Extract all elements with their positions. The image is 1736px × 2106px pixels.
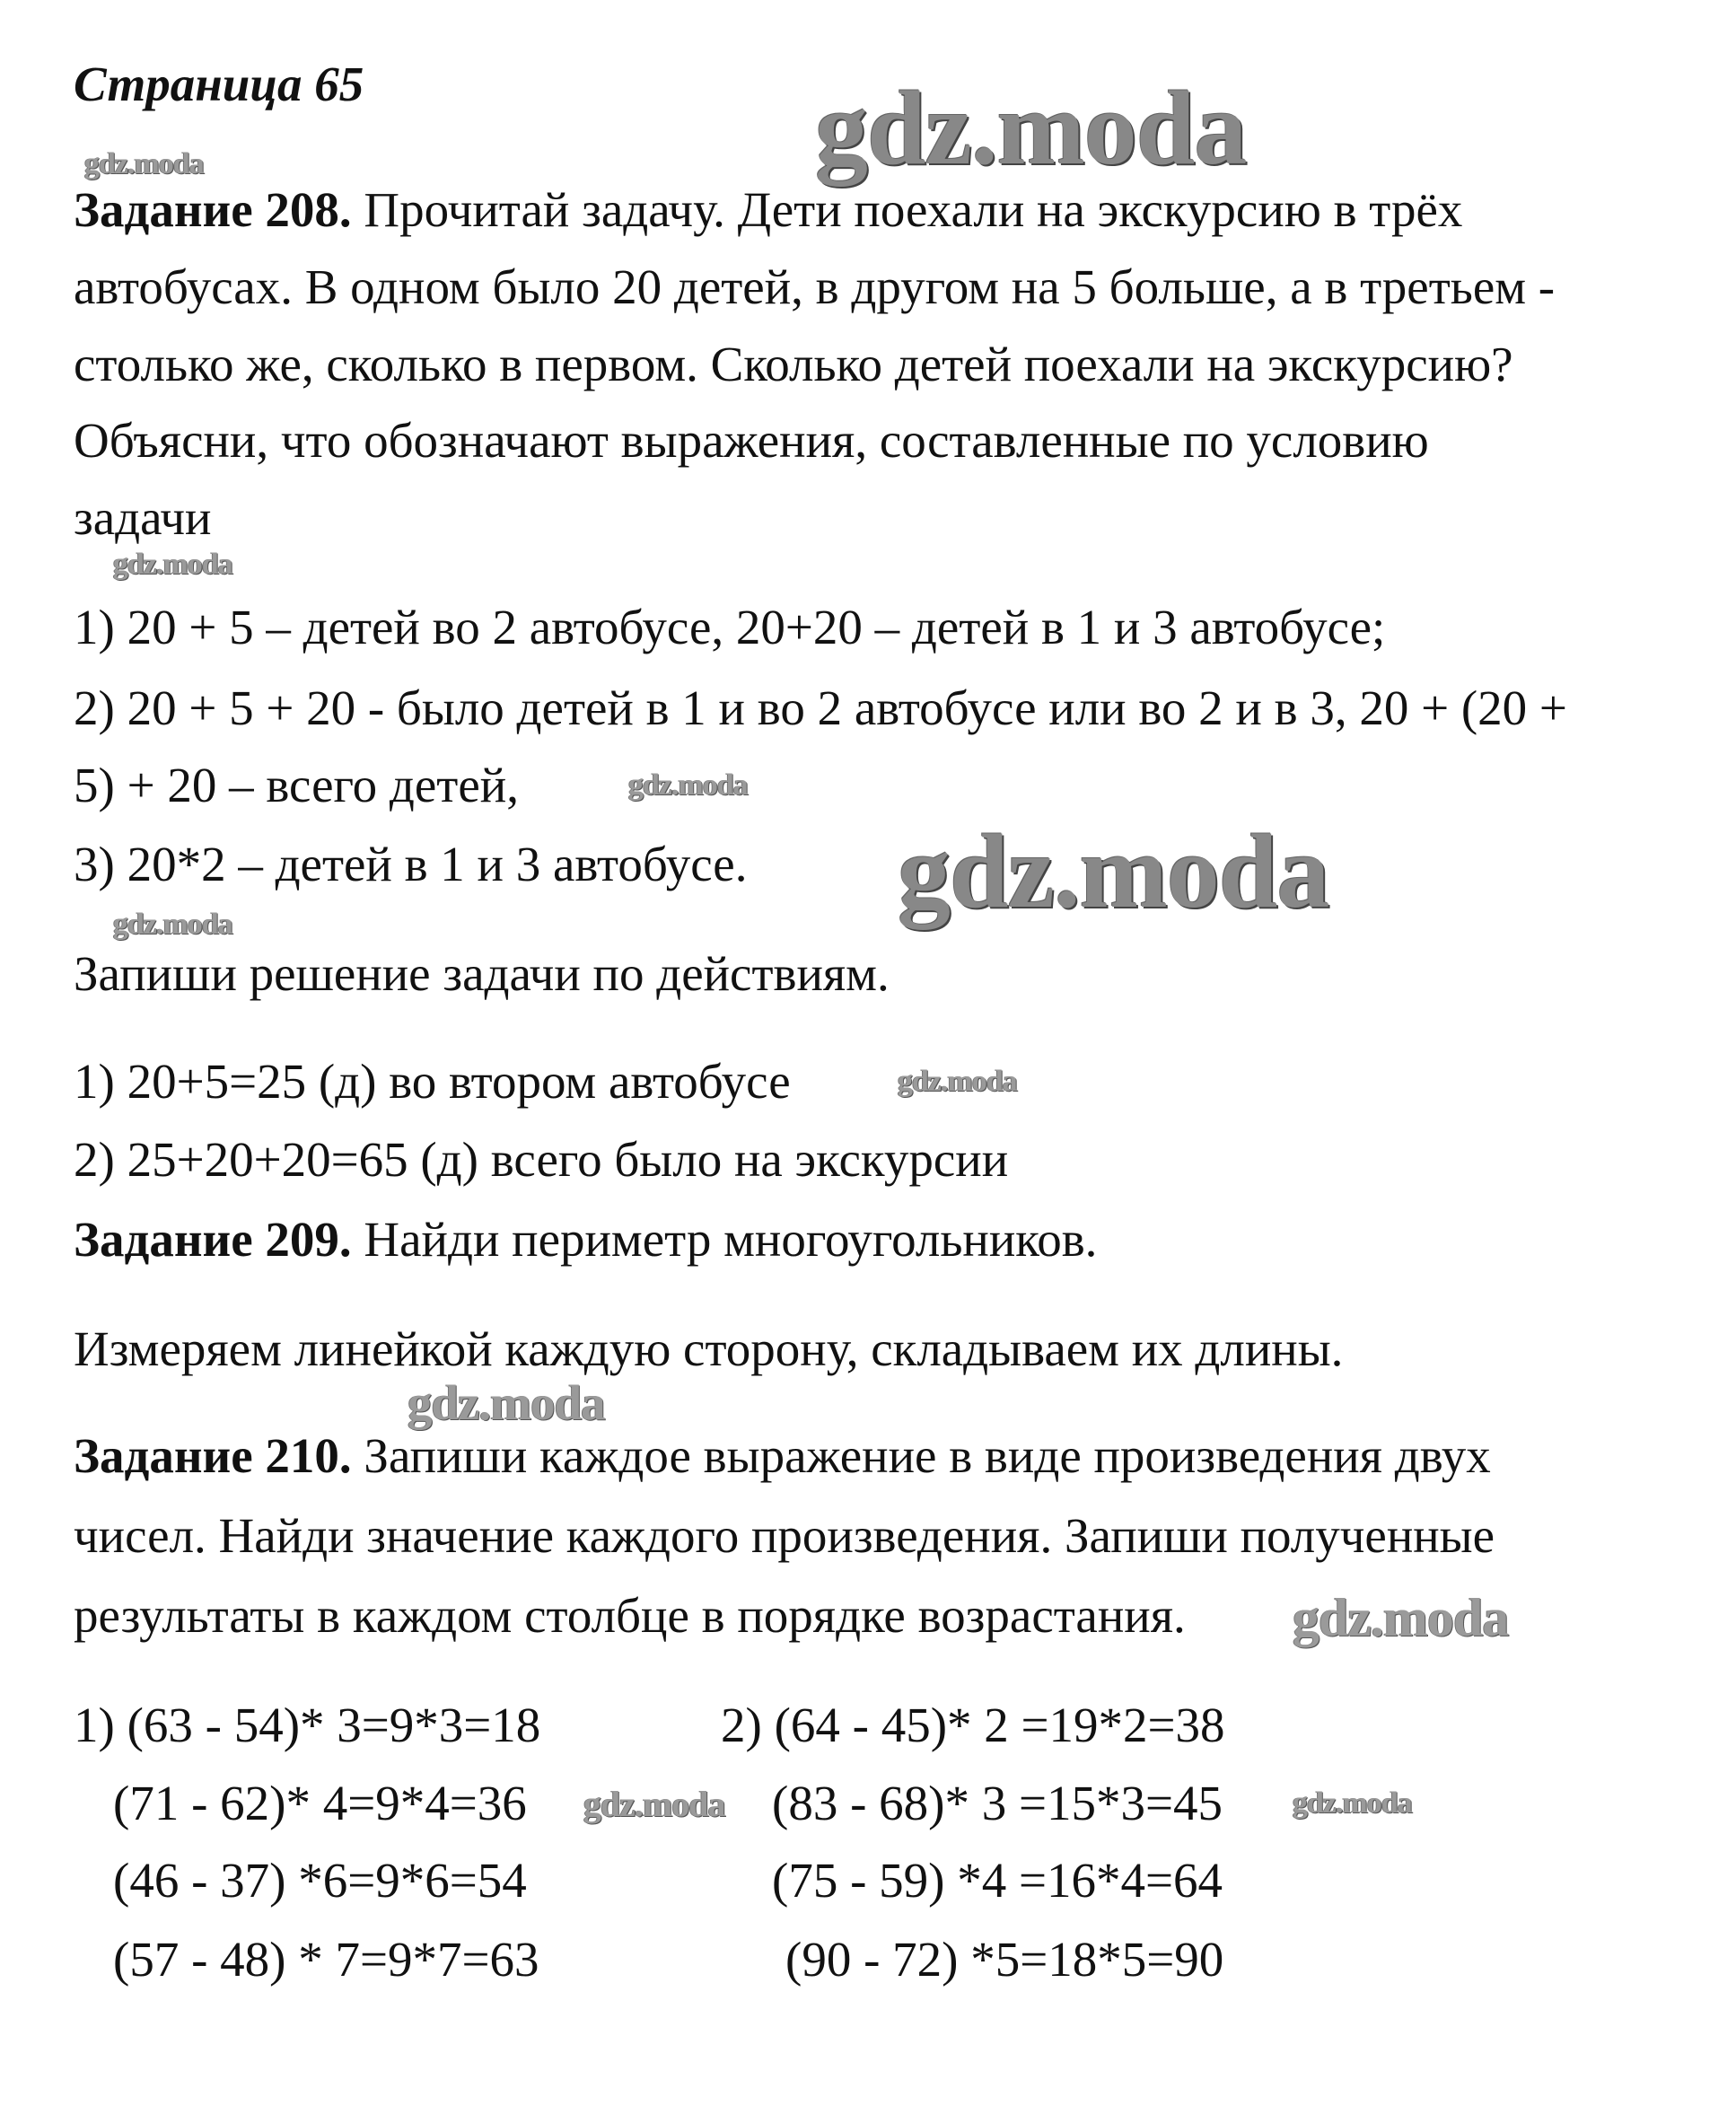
answer-line: 2) 20 + 5 + 20 - было детей в 1 и во 2 автобусе или во 2 и в 3, 20 + (20 + [74, 680, 1567, 735]
task-text: Прочитай задачу. Дети поехали на экскурсию в трёх [351, 182, 1463, 237]
expression-col1: 1) (63 - 54)* 3=9*3=18 [74, 1698, 541, 1752]
task-208-heading [74, 183, 1462, 237]
answer-line: 3) 20*2 – детей в 1 и 3 автобусе. [74, 837, 748, 891]
task-label: Задание 210. [74, 1428, 352, 1483]
watermark-logo: gdz.moda [408, 1375, 605, 1430]
task-text: Найди периметр многоугольников. [351, 1212, 1098, 1267]
task-text-line: чисел. Найди значение каждого произведения. Запиши полученные [74, 1508, 1495, 1563]
answer-line: 1) 20 + 5 – детей во 2 автобусе, 20+20 – детей в 1 и 3 автобусе; [74, 600, 1386, 654]
task-text-line: результаты в каждом столбце в порядке возрастания. [74, 1588, 1186, 1643]
task-label: Задание 209. [74, 1212, 352, 1267]
page-title: Страница 65 [74, 57, 364, 111]
watermark-logo: gdz.moda [628, 768, 748, 802]
expression-col1: (57 - 48) * 7=9*7=63 [113, 1932, 539, 1987]
solution-step: 2) 25+20+20=65 (д) всего было на экскурсии [74, 1132, 1009, 1187]
answer-line: Измеряем линейкой каждую сторону, складываем их длины. [74, 1321, 1344, 1376]
expression-col2: (83 - 68)* 3 =15*3=45 [772, 1776, 1223, 1830]
expression-col2: (90 - 72) *5=18*5=90 [785, 1932, 1224, 1987]
expression-col1: (46 - 37) *6=9*6=54 [113, 1853, 527, 1908]
watermark-logo: gdz.moda [898, 812, 1329, 930]
answer-line: 5) + 20 – всего детей, [74, 758, 519, 812]
watermark-logo: gdz.moda [815, 69, 1247, 187]
task-209-heading [74, 1213, 1097, 1267]
task-text-line: автобусах. В одном было 20 детей, в другом на 5 больше, а в третьем - [74, 259, 1556, 314]
task-text-line: столько же, сколько в первом. Сколько детей поехали на экскурсию? [74, 337, 1513, 391]
task-text-line: Объясни, что обозначают выражения, составленные по условию [74, 413, 1429, 468]
watermark-logo: gdz.moda [583, 1784, 725, 1824]
expression-col1: (71 - 62)* 4=9*4=36 [113, 1776, 527, 1830]
expression-col2: 2) (64 - 45)* 2 =19*2=38 [721, 1698, 1225, 1752]
watermark-logo: gdz.moda [113, 908, 232, 941]
watermark-logo: gdz.moda [898, 1065, 1017, 1098]
solution-step: 1) 20+5=25 (д) во втором автобусе [74, 1054, 791, 1109]
watermark-logo: gdz.moda [1293, 1588, 1509, 1647]
watermark-logo: gdz.moda [84, 147, 204, 180]
watermark-logo: gdz.moda [1293, 1786, 1412, 1820]
task-text: Запиши каждое выражение в виде произведения двух [351, 1428, 1491, 1483]
task-label: Задание 208. [74, 182, 352, 237]
task-210-heading [74, 1429, 1491, 1483]
expression-col2: (75 - 59) *4 =16*4=64 [772, 1853, 1223, 1908]
solution-prompt: Запиши решение задачи по действиям. [74, 946, 890, 1001]
watermark-logo: gdz.moda [113, 548, 232, 581]
task-text-line: задачи [74, 490, 212, 545]
